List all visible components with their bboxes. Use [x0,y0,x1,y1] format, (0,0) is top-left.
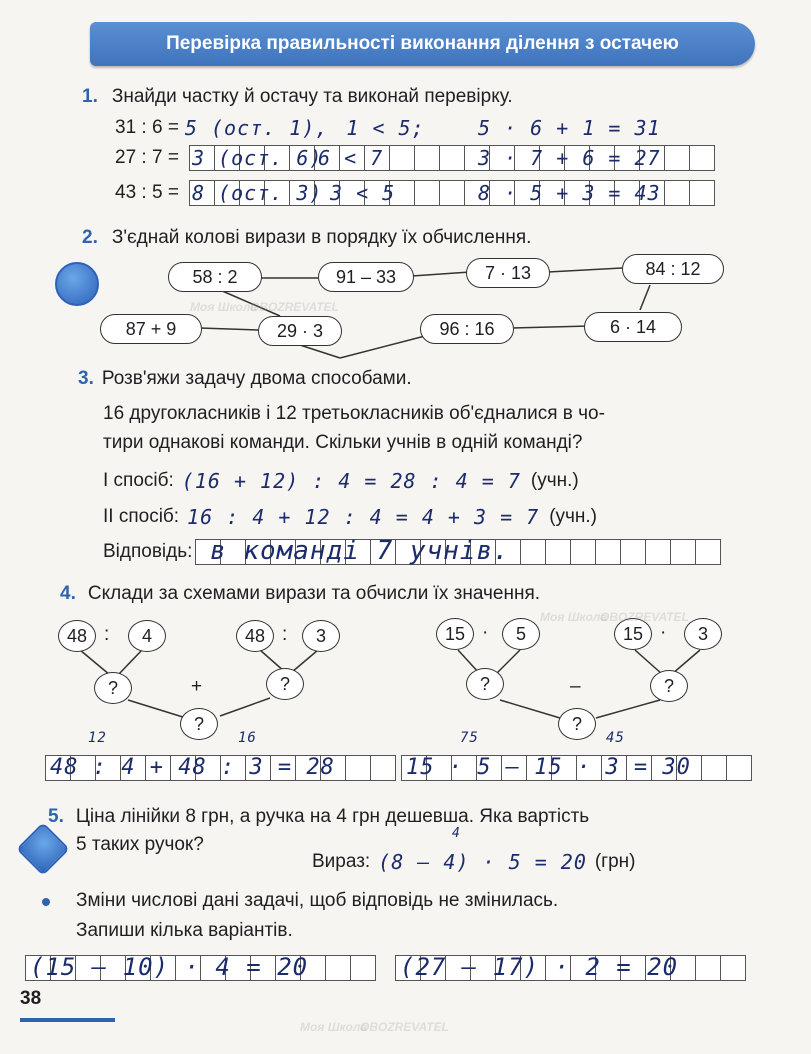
task2-oval-3: 7 · 13 [466,258,550,288]
task5-expr-label: Вираз: [312,851,371,872]
scheme2-op2: · [660,622,667,643]
task1-row3-check: 8 · 5 + 3 = 43 [478,181,661,205]
scheme1-result-left: ? [94,672,132,704]
task3-heading [78,368,412,390]
task3-answer-label: Відповідь: [103,541,193,562]
scheme1-result-right: ? [266,668,304,700]
task3-way2-label: ІІ спосіб: [103,506,180,527]
task1-row3-answer: 8 (ост. 3) [192,181,323,205]
task5-bullet-line1: Зміни числові дані задачі, щоб відповідь не змінилась. [76,890,559,911]
watermark-2: OBOZREVATEL [250,300,339,314]
task2-oval-7: 96 : 16 [420,314,514,344]
scheme1-result-final: ? [180,708,218,740]
task3-way2-unit: (учн.) [549,506,598,527]
task4-heading [60,583,540,605]
task1-row2-compare: 6 < 7 [318,146,384,170]
task2-oval-6: 29 · 3 [258,316,342,346]
watermark-5: Моя Школа [300,1020,368,1034]
scheme1-op1: : [104,624,110,645]
task3-way1-solution: (16 + 12) : 4 = 28 : 4 = 7 [181,469,521,493]
scheme2-note-1: 75 [460,730,479,746]
scheme1-mid-op: + [191,676,203,697]
task1-row1-compare: 1 < 5; [346,116,425,140]
task5-variant2: (27 – 17) · 2 = 20 [400,953,679,981]
task2-oval-1: 58 : 2 [168,262,262,292]
task3-problem-line1: 16 другокласників і 12 третьокласників об'єдналися в чо- [103,403,605,424]
task1-row1-answer: 5 (ост. 1), [184,116,329,140]
task5-variant1: (15 – 10) · 4 = 20 [30,953,309,981]
task2-oval-2: 91 – 33 [318,262,414,292]
task2-oval-4: 84 : 12 [622,254,724,284]
page-number-tab [20,988,115,1022]
task4-text: Склади за схемами вирази та обчисли їх значення. [87,583,541,604]
task1-row1-check: 5 · 6 + 1 = 31 [478,116,661,140]
scheme2-note-2: 45 [606,730,625,746]
watermark-6: OBOZREVATEL [360,1020,449,1034]
scheme2-number-a: 15 [436,618,474,650]
task1-number: 1. [82,86,98,107]
task5-bullet-line2: Запиши кілька варіантів. [76,920,293,941]
task5-text-line2: 5 таких ручок? [76,834,204,855]
watermark-4: OBOZREVATEL [600,610,689,624]
task3-way1 [103,469,579,493]
scheme2-number-c: 15 [614,618,652,650]
task3-problem-line2: тири однакові команди. Скільки учнів в одній команді? [103,432,583,453]
scheme1-number-d: 3 [302,620,340,652]
task3-text: Розв'яжи задачу двома способами. [101,368,412,389]
task5-expression [312,850,636,874]
scheme2-number-b: 5 [502,618,540,650]
task1-text: Знайди частку й остачу та виконай перевірку. [111,86,513,107]
scheme2-result-right: ? [650,670,688,702]
scheme1-op2: : [282,624,288,645]
task1-row2-answer: 3 (ост. 6) [192,146,323,170]
task3-way2-solution: 16 : 4 + 12 : 4 = 4 + 3 = 7 [187,505,540,529]
watermark-1: Моя Школа [190,300,258,314]
task3-way1-unit: (учн.) [530,470,579,491]
task4-number: 4. [60,583,76,604]
scheme2-result-final: ? [558,708,596,740]
bullet-dot [42,898,50,906]
task4-answer2: 15 · 5 – 15 · 3 = 30 [406,755,691,780]
task3-way1-label: І спосіб: [103,470,174,491]
task2-oval-5: 87 + 9 [100,314,202,344]
scheme1-number-c: 48 [236,620,274,652]
scheme1-number-a: 48 [58,620,96,652]
scheme2-result-left: ? [466,668,504,700]
task4-answer1: 48 : 4 + 48 : 3 = 28 [50,755,335,780]
task1-row2-expr: 27 : 7 = [115,147,179,168]
scheme1-note-2: 16 [238,730,257,746]
scheme1-number-b: 4 [128,620,166,652]
task2-oval-8: 6 · 14 [584,312,682,342]
scheme2-mid-op: – [570,676,581,697]
task3-answer: в команді 7 учнів. [210,536,510,566]
task1-row3-expr: 43 : 5 = [115,182,179,203]
task5-number: 5. [48,806,64,827]
task1-row1-expr: 31 : 6 = [115,117,179,138]
task3-way2 [103,505,597,529]
section-title: Перевірка правильності виконання ділення з остачею [166,33,679,54]
scheme1-note-1: 12 [88,730,107,746]
scheme2-op1: · [482,622,489,643]
task1-row2-check: 3 · 7 + 6 = 27 [478,146,661,170]
scheme2-number-d: 3 [684,618,722,650]
task5-note: 4 [452,826,461,841]
page-number: 38 [20,988,42,1009]
task5-text-line1: Ціна лінійки 8 грн, а ручка на 4 грн дешевша. Яка вартість [75,806,590,827]
task5-expr: (8 – 4) · 5 = 20 [378,850,587,874]
task3-number: 3. [78,368,94,389]
task5-heading [48,806,589,828]
task1-row3-compare: 3 < 5 [330,181,396,205]
task5-unit: (грн) [594,851,636,872]
watermark-3: Моя Школа [540,610,608,624]
task2-text: З'єднай колові вирази в порядку їх обчислення. [111,227,532,248]
task2-number: 2. [82,227,98,248]
